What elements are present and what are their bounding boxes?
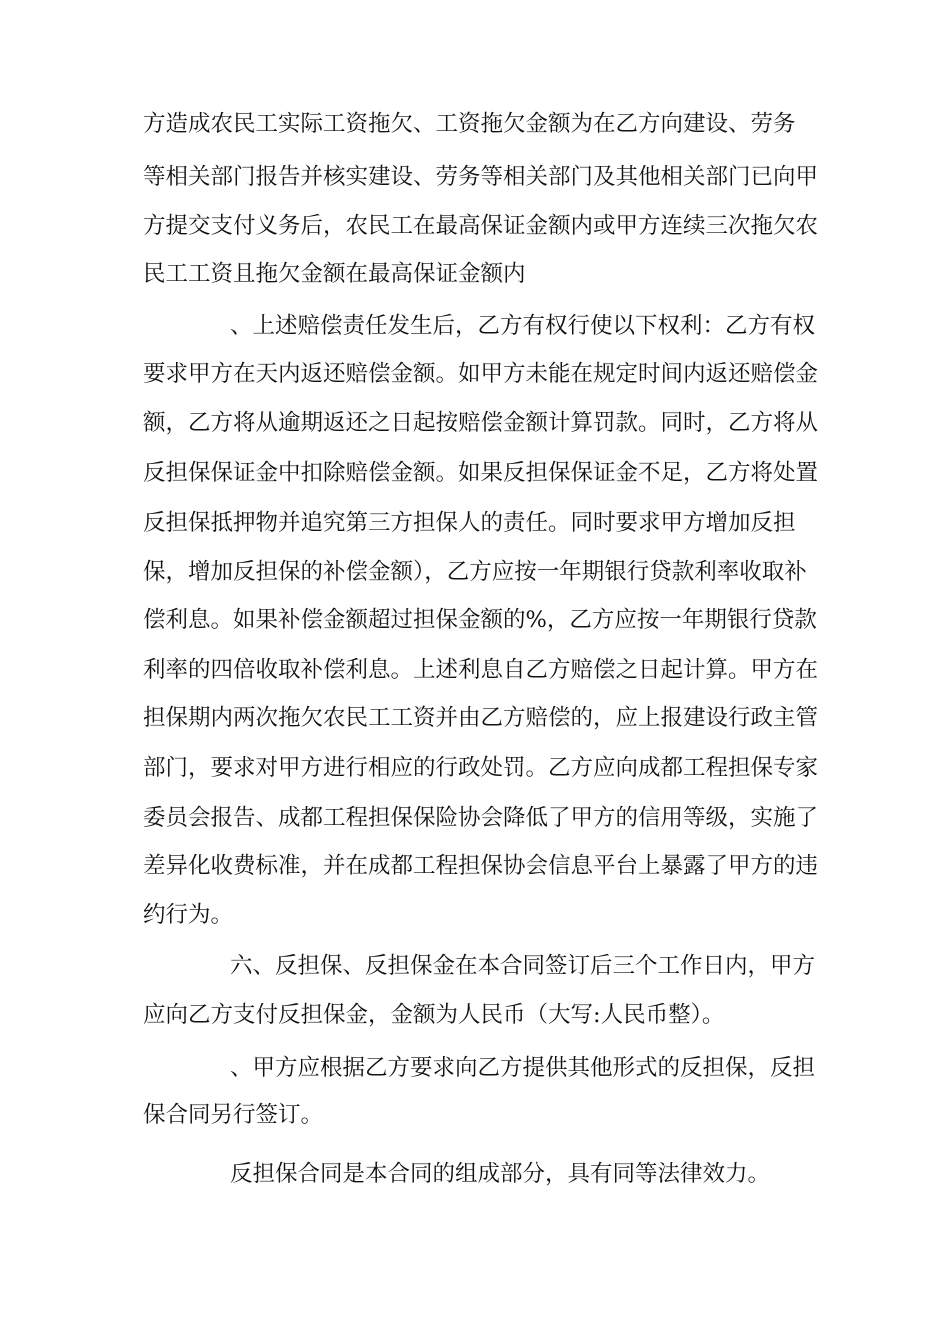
paragraph-2-line-12: 差异化收费标准，并在成都工程担保协会信息平台上暴露了甲方的违: [143, 853, 819, 879]
paragraph-2-line-3: 额，乙方将从逾期返还之日起按赔偿金额计算罚款。同时，乙方将从: [143, 410, 819, 436]
paragraph-1-line-1: 方造成农民工实际工资拖欠、工资拖欠金额为在乙方向建设、劳务: [143, 111, 796, 137]
paragraph-1-line-4: 民工工资且拖欠金额在最高保证金额内: [143, 261, 526, 287]
paragraph-1-line-3: 方提交支付义务后，农民工在最高保证金额内或甲方连续三次拖欠农: [143, 213, 819, 239]
paragraph-3-line-2: 应向乙方支付反担保金，金额为人民币（大写:人民币整）。: [143, 1002, 725, 1028]
paragraph-1-line-2: 等相关部门报告并核实建设、劳务等相关部门及其他相关部门已向甲: [143, 164, 819, 190]
paragraph-2-line-10: 部门，要求对甲方进行相应的行政处罚。乙方应向成都工程担保专家: [143, 755, 819, 781]
paragraph-2-line-1: 、上述赔偿责任发生后，乙方有权行使以下权利：乙方有权: [230, 313, 816, 339]
paragraph-2-line-4: 反担保保证金中扣除赔偿金额。如果反担保保证金不足，乙方将处置: [143, 460, 819, 486]
paragraph-2-line-2: 要求甲方在天内返还赔偿金额。如甲方未能在规定时间内返还赔偿金: [143, 361, 819, 387]
paragraph-4-line-1: 、甲方应根据乙方要求向乙方提供其他形式的反担保，反担: [230, 1055, 816, 1081]
paragraph-2-line-5: 反担保抵押物并追究第三方担保人的责任。同时要求甲方增加反担: [143, 510, 796, 536]
paragraph-2-line-11: 委员会报告、成都工程担保保险协会降低了甲方的信用等级，实施了: [143, 805, 819, 831]
paragraph-3-line-1: 六、反担保、反担保金在本合同签订后三个工作日内，甲方: [230, 953, 816, 979]
paragraph-2-line-7: 偿利息。如果补偿金额超过担保金额的%，乙方应按一年期银行贷款: [143, 607, 817, 633]
paragraph-4-line-2: 保合同另行签订。: [143, 1102, 324, 1128]
paragraph-2-line-8: 利率的四倍收取补偿利息。上述利息自乙方赔偿之日起计算。甲方在: [143, 657, 819, 683]
paragraph-2-line-13: 约行为。: [143, 902, 234, 928]
paragraph-5-line-1: 反担保合同是本合同的组成部分，具有同等法律效力。: [230, 1161, 771, 1187]
paragraph-2-line-9: 担保期内两次拖欠农民工工资并由乙方赔偿的，应上报建设行政主管: [143, 705, 819, 731]
paragraph-2-line-6: 保，增加反担保的补偿金额），乙方应按一年期银行贷款利率收取补: [143, 559, 807, 585]
